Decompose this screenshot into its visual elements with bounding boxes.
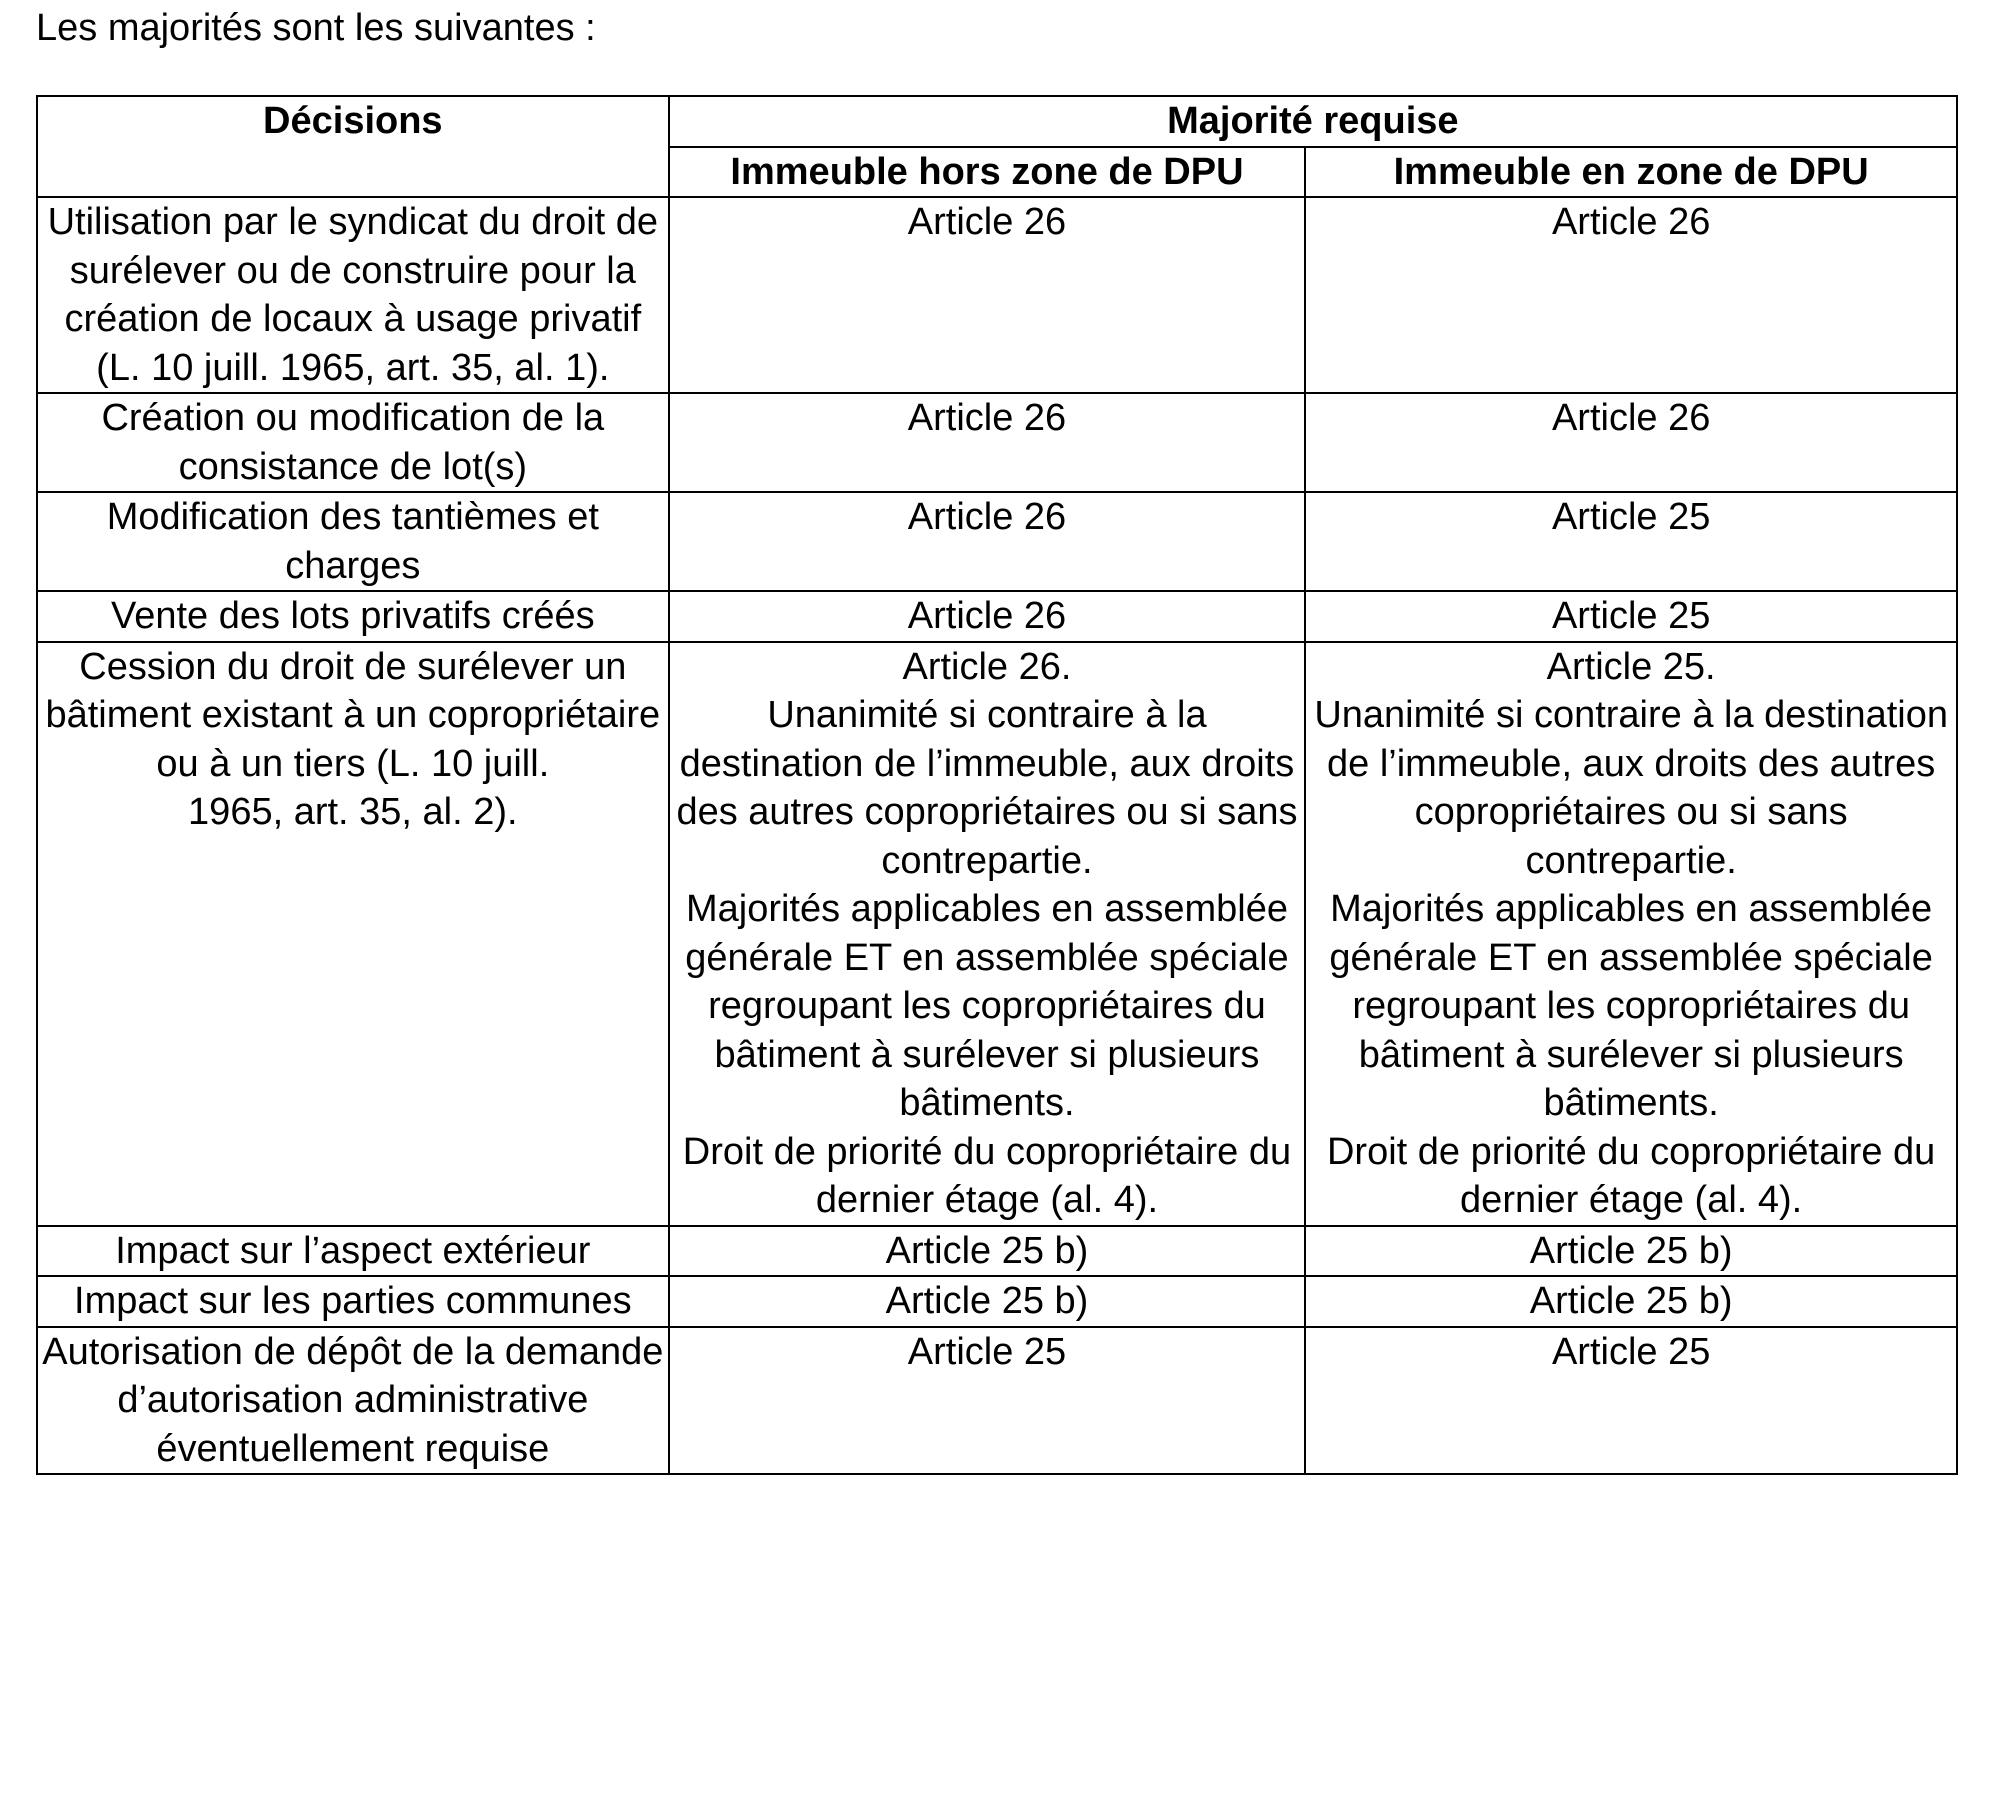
header-decisions: Décisions: [37, 96, 669, 197]
majority-table: [36, 95, 1958, 1475]
header-row-1: [37, 96, 1957, 147]
hors-zone-cell: Article 26. Unanimité si contraire à la destination de l’immeuble, aux droits des autres copropriétaires ou si sans contrepartie. Majorités applicables en assemblée générale ET en assemblée spéciale regroupant les copropriétaires du bâtiment à surélever si plusieurs bâtiments. Droit de priorité du copropriétaire du dernier étage (al. 4).: [669, 642, 1306, 1226]
table-row: [37, 492, 1957, 591]
decision-cell: Vente des lots privatifs créés: [37, 591, 669, 642]
hors-zone-cell: Article 26: [669, 492, 1306, 591]
en-zone-cell: Article 25: [1305, 1327, 1957, 1475]
table-row: [37, 393, 1957, 492]
en-zone-cell: Article 26: [1305, 197, 1957, 393]
hors-zone-cell: Article 25 b): [669, 1276, 1306, 1327]
decision-cell: Impact sur les parties communes: [37, 1276, 669, 1327]
decision-cell: Autorisation de dépôt de la demande d’autorisation administrative éventuellement requise: [37, 1327, 669, 1475]
en-zone-cell: Article 25 b): [1305, 1226, 1957, 1277]
hors-zone-cell: Article 25 b): [669, 1226, 1306, 1277]
table-row: [37, 1226, 1957, 1277]
en-zone-cell: Article 25: [1305, 591, 1957, 642]
table-row: [37, 591, 1957, 642]
intro-text: Les majorités sont les suivantes :: [36, 7, 596, 49]
decision-cell: Utilisation par le syndicat du droit de surélever ou de construire pour la création de locaux à usage privatif (L. 10 juill. 1965, art. 35, al. 1).: [37, 197, 669, 393]
majority-table-container: [36, 95, 1958, 1475]
table-row: [37, 1276, 1957, 1327]
decision-cell: Création ou modification de la consistance de lot(s): [37, 393, 669, 492]
table-row: [37, 197, 1957, 393]
en-zone-cell: Article 25: [1305, 492, 1957, 591]
decision-cell: Impact sur l’aspect extérieur: [37, 1226, 669, 1277]
header-hors-zone: Immeuble hors zone de DPU: [669, 147, 1306, 198]
table-row: [37, 642, 1957, 1226]
en-zone-cell: Article 26: [1305, 393, 1957, 492]
decision-cell: Cession du droit de surélever un bâtiment existant à un copropriétaire ou à un tiers (L. 10 juill. 1965, art. 35, al. 2).: [37, 642, 669, 1226]
decision-cell: Modification des tantièmes et charges: [37, 492, 669, 591]
header-majority-requise: Majorité requise: [669, 96, 1957, 147]
hors-zone-cell: Article 25: [669, 1327, 1306, 1475]
hors-zone-cell: Article 26: [669, 197, 1306, 393]
en-zone-cell: Article 25 b): [1305, 1276, 1957, 1327]
en-zone-cell: Article 25. Unanimité si contraire à la destination de l’immeuble, aux droits des autres copropriétaires ou si sans contrepartie. Majorités applicables en assemblée générale ET en assemblée spéciale regroupant les copropriétaires du bâtiment à surélever si plusieurs bâtiments. Droit de priorité du copropriétaire du dernier étage (al. 4).: [1305, 642, 1957, 1226]
table-row: [37, 1327, 1957, 1475]
hors-zone-cell: Article 26: [669, 393, 1306, 492]
header-en-zone: Immeuble en zone de DPU: [1305, 147, 1957, 198]
hors-zone-cell: Article 26: [669, 591, 1306, 642]
